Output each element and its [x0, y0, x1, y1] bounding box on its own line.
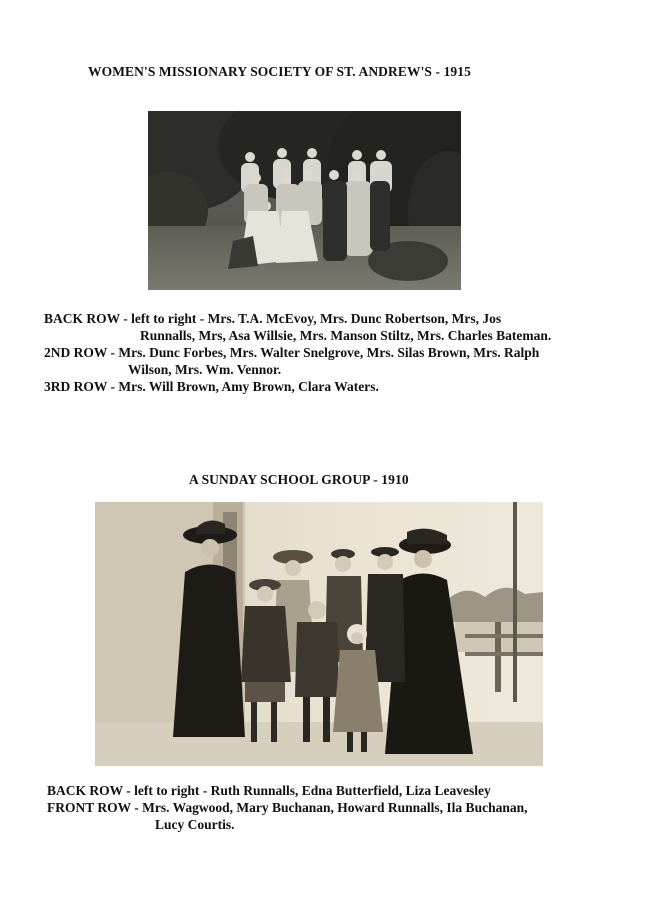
caption-line: Wilson, Mrs. Wm. Vennor.	[128, 362, 282, 377]
photo2-caption	[47, 782, 527, 833]
caption-line: Lucy Courtis.	[155, 817, 235, 832]
photo2-title: A SUNDAY SCHOOL GROUP - 1910	[189, 472, 409, 487]
photo2-image	[95, 502, 543, 766]
caption-line: 3RD ROW - Mrs. Will Brown, Amy Brown, Clara Waters.	[44, 379, 379, 394]
caption-line: Runnalls, Mrs, Asa Willsie, Mrs. Manson Stiltz, Mrs. Charles Bateman.	[140, 328, 552, 343]
caption-line: BACK ROW - left to right - Mrs. T.A. McEvoy, Mrs. Dunc Robertson, Mrs, Jos	[44, 311, 502, 326]
caption-line: BACK ROW - left to right - Ruth Runnalls, Edna Butterfield, Liza Leavesley	[47, 783, 491, 798]
photo1-image	[148, 111, 461, 290]
caption-line: 2ND ROW - Mrs. Dunc Forbes, Mrs. Walter Snelgrove, Mrs. Silas Brown, Mrs. Ralph	[44, 345, 540, 360]
photo1-title: WOMEN'S MISSIONARY SOCIETY OF ST. ANDREW'S - 1915	[88, 64, 471, 79]
caption-line: FRONT ROW - Mrs. Wagwood, Mary Buchanan, Howard Runnalls, Ila Buchanan,	[47, 800, 528, 815]
photo1-caption	[44, 310, 551, 395]
